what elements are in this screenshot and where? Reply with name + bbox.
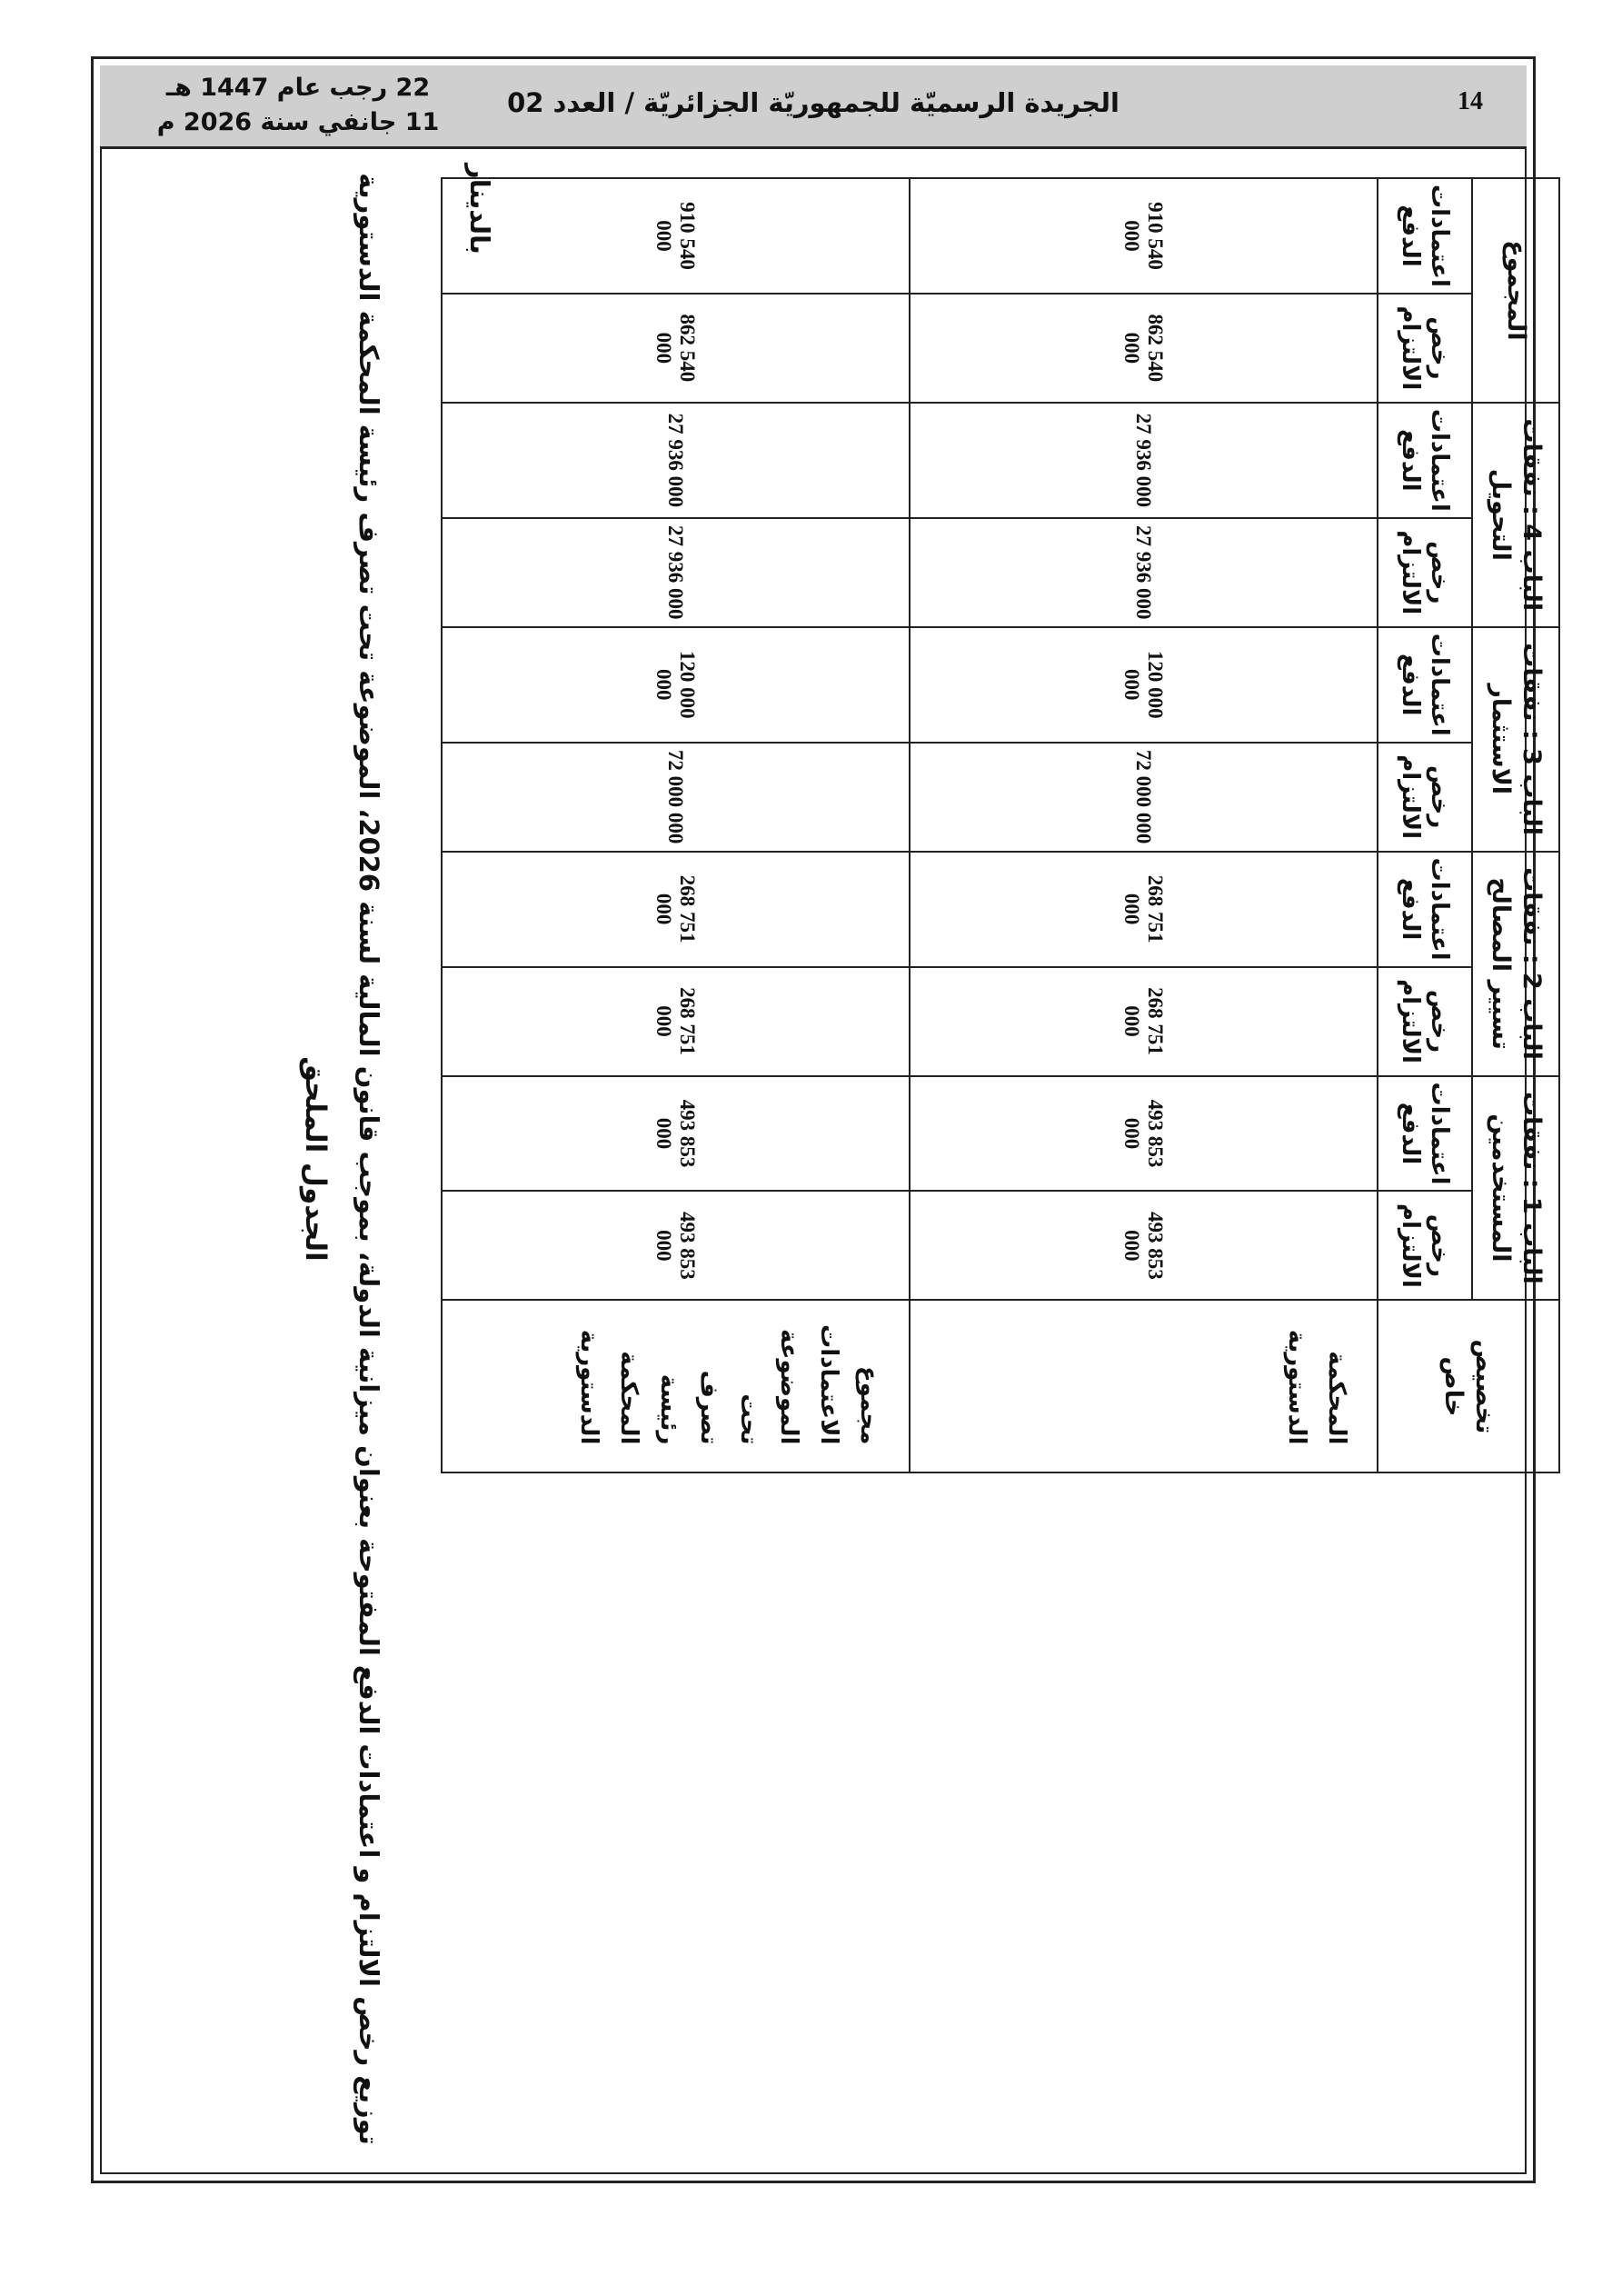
cell-value: 493 853 000 bbox=[910, 1191, 1378, 1300]
cell-value: 493 853 000 bbox=[442, 1076, 910, 1192]
header-group-1: الباب 1 : نفقات المستخدمين bbox=[1472, 1076, 1559, 1301]
allocation-table bbox=[441, 177, 1560, 1473]
sub-commitment-2: رخص الالتزام bbox=[1378, 967, 1472, 1076]
header-date-gregorian: 11 جانفي سنة 2026 م bbox=[156, 108, 440, 136]
table-header-row-groups bbox=[1472, 178, 1559, 1472]
header-group-total: المجموع bbox=[1472, 178, 1559, 403]
sub-commitment-4: رخص الالتزام bbox=[1378, 518, 1472, 627]
table-row bbox=[442, 178, 910, 1472]
sub-payment-4: اعتمادات الدفع bbox=[1378, 403, 1472, 518]
cell-value: 493 853 000 bbox=[910, 1076, 1378, 1192]
cell-value: 27 936 000 bbox=[442, 518, 910, 627]
cell-value: 27 936 000 bbox=[910, 518, 1378, 627]
cell-value: 493 853 000 bbox=[442, 1191, 910, 1300]
cell-value: 268 751 000 bbox=[910, 852, 1378, 967]
cell-value: 910 540 000 bbox=[910, 178, 1378, 294]
cell-value: 910 540 000 bbox=[442, 178, 910, 294]
sub-commitment-total: رخص الالتزام bbox=[1378, 294, 1472, 403]
cell-value: 72 000 000 bbox=[910, 743, 1378, 852]
cell-value: 27 936 000 bbox=[442, 403, 910, 518]
sub-commitment-1: رخص الالتزام bbox=[1378, 1191, 1472, 1300]
header-title: الجريدة الرسميّة للجمهوريّة الجزائريّة / العدد 02 bbox=[507, 87, 1119, 118]
table-header-row-sub bbox=[1378, 178, 1472, 1472]
header-group-4: الباب 4 : نفقات التحويل bbox=[1472, 403, 1559, 627]
cell-value: 862 540 000 bbox=[442, 294, 910, 403]
annex-title: توزيع رخص الالتزام و اعتمادات الدفع المفتوحة بعنوان ميزانية الدولة، بموجب قانون المالية لسنة 2026، الموضوعة تحت تصرف رئيسة المحكمة الدستورية bbox=[353, 173, 384, 2145]
cell-value: 72 000 000 bbox=[442, 743, 910, 852]
sub-payment-1: اعتمادات الدفع bbox=[1378, 1076, 1472, 1192]
table-row bbox=[910, 178, 1378, 1472]
annex-heading: الجدول الملحق bbox=[299, 1056, 332, 1262]
row-label-court: المحكمة الدستورية bbox=[910, 1300, 1378, 1472]
header-allocation: تخصيص خاص bbox=[1378, 1300, 1559, 1472]
header-date-hijri: 22 رجب عام 1447 هـ bbox=[165, 74, 431, 102]
cell-value: 862 540 000 bbox=[910, 294, 1378, 403]
page-number: 14 bbox=[1458, 87, 1483, 115]
cell-value: 27 936 000 bbox=[910, 403, 1378, 518]
annex-rotated-content bbox=[168, 159, 1595, 2159]
sub-commitment-3: رخص الالتزام bbox=[1378, 743, 1472, 852]
sub-payment-3: اعتمادات الدفع bbox=[1378, 627, 1472, 743]
cell-value: 120 000 000 bbox=[442, 627, 910, 743]
sub-payment-total: اعتمادات الدفع bbox=[1378, 178, 1472, 294]
currency-unit: بالدينار bbox=[464, 164, 495, 255]
cell-value: 268 751 000 bbox=[442, 967, 910, 1076]
cell-value: 268 751 000 bbox=[910, 967, 1378, 1076]
gazette-header bbox=[100, 65, 1527, 149]
header-group-3: الباب 3 : نفقات الاستثمار bbox=[1472, 627, 1559, 852]
row-label-total: مجموع الاعتمادات الموضوعة تحت تصرف رئيسة المحكمة الدستورية bbox=[442, 1300, 910, 1472]
sub-payment-2: اعتمادات الدفع bbox=[1378, 852, 1472, 967]
cell-value: 268 751 000 bbox=[442, 852, 910, 967]
header-group-2: الباب 2 : نفقات تسيير المصالح bbox=[1472, 852, 1559, 1076]
cell-value: 120 000 000 bbox=[910, 627, 1378, 743]
